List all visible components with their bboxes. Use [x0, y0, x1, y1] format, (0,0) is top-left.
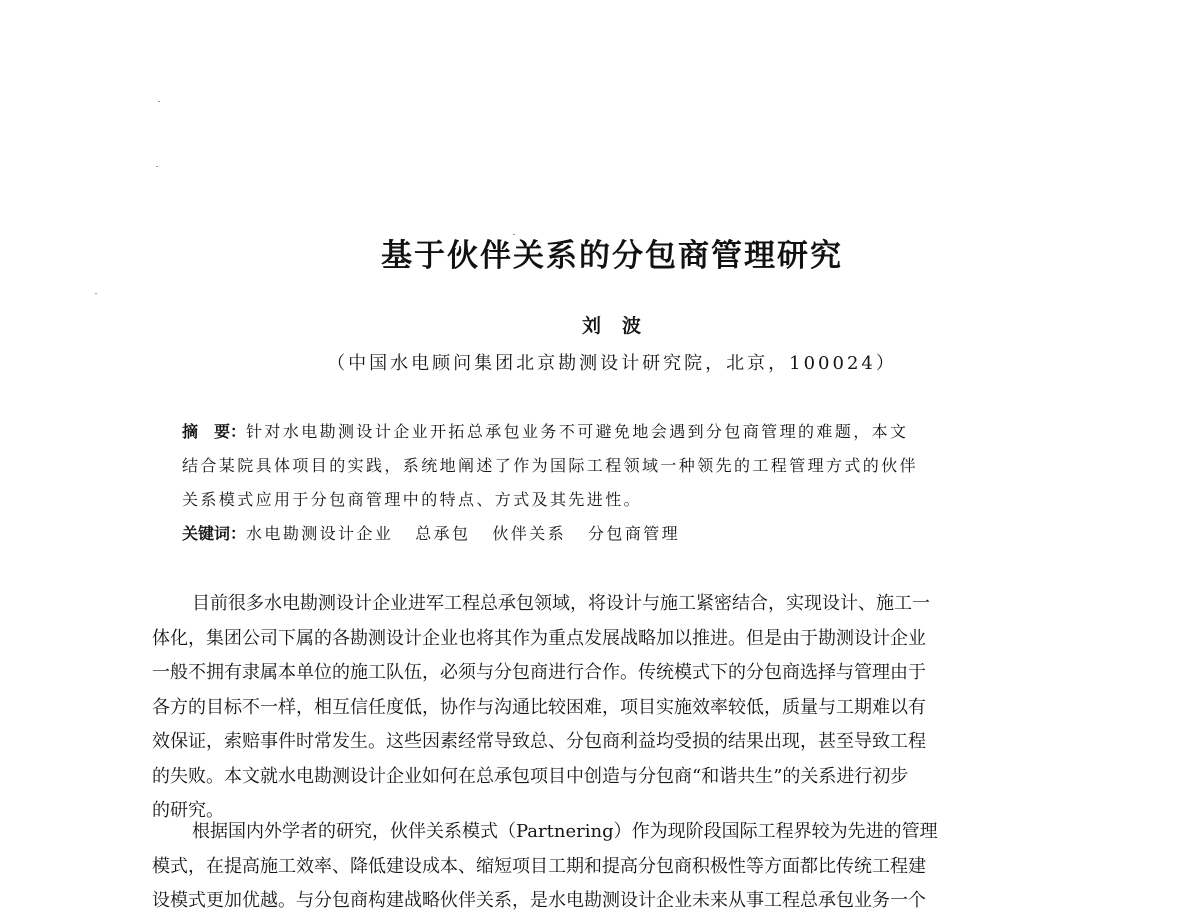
keyword: 总承包 — [415, 524, 471, 543]
author-affiliation: （中国水电顾问集团北京勘测设计研究院，北京，100024） — [327, 353, 897, 374]
keyword: 水电勘测设计企业 — [246, 524, 394, 543]
keyword: 伙伴关系 — [492, 524, 567, 543]
keywords-label: 关键词： — [182, 524, 247, 543]
paragraph-line: 各方的目标不一样，相互信任度低，协作与沟通比较困难，项目实施效率较低，质量与工期难以有 — [152, 696, 926, 718]
paragraph-line: 模式，在提高施工效率、降低建设成本、缩短项目工期和提高分包商积极性等方面都比传统工程建 — [152, 855, 926, 877]
paper-title: 基于伙伴关系的分包商管理研究 — [381, 238, 843, 274]
paragraph-line: 设模式更加优越。与分包商构建战略伙伴关系，是水电勘测设计企业未来从事工程总承包业务一个 — [152, 890, 926, 911]
paragraph-line: 一般不拥有隶属本单位的施工队伍，必须与分包商进行合作。传统模式下的分包商选择与管理由于 — [152, 662, 926, 683]
paragraph-line: 的失败。本文就水电勘测设计企业如何在总承包项目中创造与分包商“和谐共生”的关系进行初步 — [152, 765, 909, 787]
paragraph-line: 根据国内外学者的研究，伙伴关系模式（Partnering）作为现阶段国际工程界较为先进的管理 — [192, 821, 938, 842]
abstract-text: 针对水电勘测设计企业开拓总承包业务不可避免地会遇到分包商管理的难题，本文 — [246, 422, 909, 441]
scan-speck — [95, 293, 97, 294]
abstract-line — [182, 483, 1062, 517]
paragraph-line: 体化，集团公司下属的各勘测设计企业也将其作为重点发展战略加以推进。但是由于勘测设计企业 — [152, 627, 926, 649]
abstract-text: 关系模式应用于分包商管理中的特点、方式及其先进性。 — [182, 490, 643, 509]
paragraph-line: 效保证，索赔事件时常发生。这些因素经常导致总、分包商利益均受损的结果出现，甚至导致工程 — [152, 731, 926, 752]
abstract-label: 摘 要： — [182, 422, 247, 441]
keywords-line — [182, 517, 1062, 551]
abstract-line — [182, 449, 1062, 483]
keyword: 分包商管理 — [588, 524, 681, 543]
abstract-text: 结合某院具体项目的实践，系统地阐述了作为国际工程领域一种领先的工程管理方式的伙伴 — [182, 456, 919, 475]
body-paragraph — [152, 587, 1082, 829]
paragraph-line: 的研究。 — [152, 800, 224, 821]
author-name: 刘 波 — [581, 315, 642, 337]
scan-speck — [158, 101, 160, 102]
scan-speck — [156, 166, 158, 167]
abstract-line — [182, 415, 1062, 449]
body-paragraph — [152, 815, 1082, 919]
paragraph-line: 目前很多水电勘测设计企业进军工程总承包领域，将设计与施工紧密结合，实现设计、施工一 — [192, 593, 930, 614]
